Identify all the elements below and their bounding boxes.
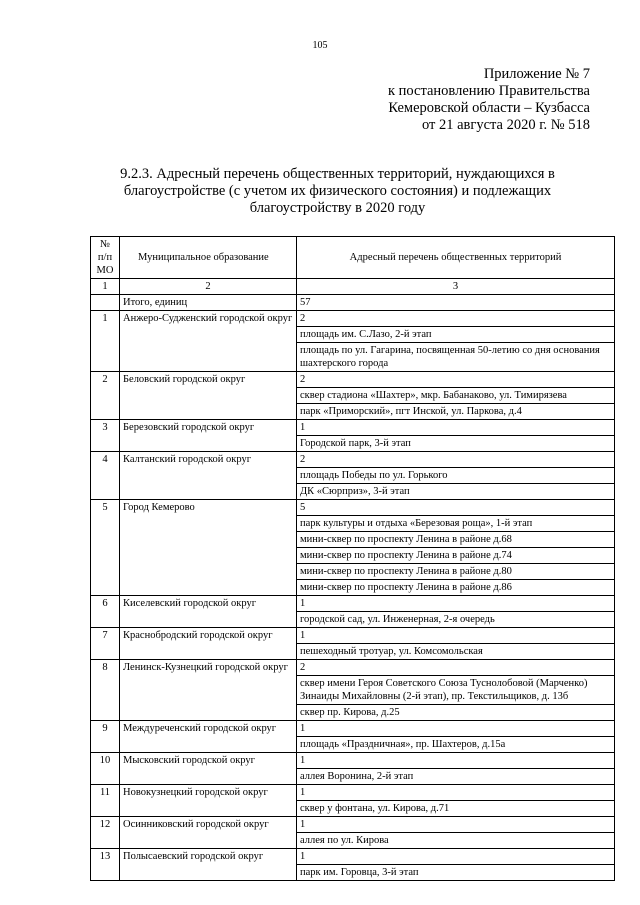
appendix-line: от 21 августа 2020 г. № 518 [421,117,590,133]
row-number: 3 [91,420,120,452]
territory-address: городской сад, ул. Инженерная, 2-я очередь [297,612,615,628]
territory-address: ДК «Сюрприз», 3-й этап [297,484,615,500]
row-number: 13 [91,849,120,881]
municipality-name: Новокузнецкий городской округ [120,785,297,817]
municipality-name: Междуреченский городской округ [120,721,297,753]
territory-count: 1 [297,721,615,737]
municipality-name: Полысаевский городской округ [120,849,297,881]
column-numbers-row [91,279,615,295]
row-number: 4 [91,452,120,500]
municipality-name: Осинниковский городской округ [120,817,297,849]
table-body [91,279,615,881]
territory-address: мини-сквер по проспекту Ленина в районе д.74 [297,548,615,564]
territory-address: сквер пр. Кирова, д.25 [297,705,615,721]
column-number: 1 [91,279,120,295]
municipality-name: Мысковский городской округ [120,753,297,785]
territory-address: парк культуры и отдыха «Березовая роща», 1-й этап [297,516,615,532]
total-num [91,295,120,311]
territory-address: площадь «Праздничная», пр. Шахтеров, д.15а [297,737,615,753]
row-number: 11 [91,785,120,817]
row-number: 10 [91,753,120,785]
table-row [91,817,615,833]
row-number: 5 [91,500,120,596]
column-number: 2 [120,279,297,295]
territory-address: площадь Победы по ул. Горького [297,468,615,484]
municipality-name: Беловский городской округ [120,372,297,420]
territory-address: парк «Приморский», пгт Инской, ул. Паркова, д.4 [297,404,615,420]
table-row [91,420,615,436]
table-row [91,372,615,388]
territory-count: 2 [297,660,615,676]
territory-address: аллея Воронина, 2-й этап [297,769,615,785]
territory-count: 2 [297,311,615,327]
header-num-line: МО [96,265,114,276]
table-row [91,628,615,644]
appendix-line: Приложение № 7 [483,66,590,82]
territory-count: 1 [297,420,615,436]
territory-count: 1 [297,596,615,612]
total-label: Итого, единиц [120,295,297,311]
table-row [91,785,615,801]
title-line: благоустройству в 2020 году [249,200,426,216]
row-number: 6 [91,596,120,628]
appendix-block [388,66,590,134]
territory-count: 1 [297,753,615,769]
page-number: 105 [312,40,328,51]
territory-address: сквер стадиона «Шахтер», мкр. Бабанаково, ул. Тимирязева [297,388,615,404]
territory-count: 2 [297,372,615,388]
municipality-name: Город Кемерово [120,500,297,596]
appendix-line: Кемеровской области – Кузбасса [388,100,590,116]
header-num-line: № [99,239,111,250]
table-row [91,721,615,737]
table-row [91,311,615,327]
total-count: 57 [297,295,615,311]
territory-count: 5 [297,500,615,516]
territory-address: Городской парк, 3-й этап [297,436,615,452]
header-municipality: Муниципальное образование [120,237,297,279]
table-row [91,660,615,676]
territory-address: мини-сквер по проспекту Ленина в районе д.86 [297,580,615,596]
appendix-line: к постановлению Правительства [388,83,590,99]
title-line: 9.2.3. Адресный перечень общественных территорий, нуждающихся в [120,166,555,182]
header-num [91,237,120,279]
territory-address: мини-сквер по проспекту Ленина в районе д.80 [297,564,615,580]
territory-address: сквер у фонтана, ул. Кирова, д.71 [297,801,615,817]
municipality-name: Березовский городской округ [120,420,297,452]
territory-count: 2 [297,452,615,468]
territory-address: площадь им. С.Лазо, 2-й этап [297,327,615,343]
header-num-line: п/п [97,252,113,263]
municipality-name: Анжеро-Судженский городской округ [120,311,297,372]
document-title [90,166,585,217]
municipality-name: Ленинск-Кузнецкий городской округ [120,660,297,721]
territory-address: сквер имени Героя Советского Союза Туснолобовой (Марченко) Зинаиды Михайловны (2-й этап), пр. Текстильщиков, д. 13б [297,676,615,705]
territory-address: площадь по ул. Гагарина, посвященная 50-летию со дня основания шахтерского города [297,343,615,372]
row-number: 9 [91,721,120,753]
row-number: 1 [91,311,120,372]
territories-table [90,236,615,881]
territory-count: 1 [297,628,615,644]
territory-address: мини-сквер по проспекту Ленина в районе д.68 [297,532,615,548]
title-line: благоустройстве (с учетом их физического состояния) и подлежащих [123,183,552,199]
table-row [91,500,615,516]
header-row [91,237,615,279]
territory-count: 1 [297,849,615,865]
row-number: 7 [91,628,120,660]
table-row [91,452,615,468]
territory-address: пешеходный тротуар, ул. Комсомольская [297,644,615,660]
territory-count: 1 [297,817,615,833]
territory-address: парк им. Горовца, 3-й этап [297,865,615,881]
municipality-name: Киселевский городской округ [120,596,297,628]
row-number: 2 [91,372,120,420]
header-addresses: Адресный перечень общественных территорий [297,237,615,279]
table-row [91,596,615,612]
territory-address: аллея по ул. Кирова [297,833,615,849]
table-row [91,753,615,769]
municipality-name: Краснобродский городской округ [120,628,297,660]
column-number: 3 [297,279,615,295]
territory-count: 1 [297,785,615,801]
table-row [91,849,615,865]
row-number: 8 [91,660,120,721]
total-row [91,295,615,311]
municipality-name: Калтанский городской округ [120,452,297,500]
row-number: 12 [91,817,120,849]
